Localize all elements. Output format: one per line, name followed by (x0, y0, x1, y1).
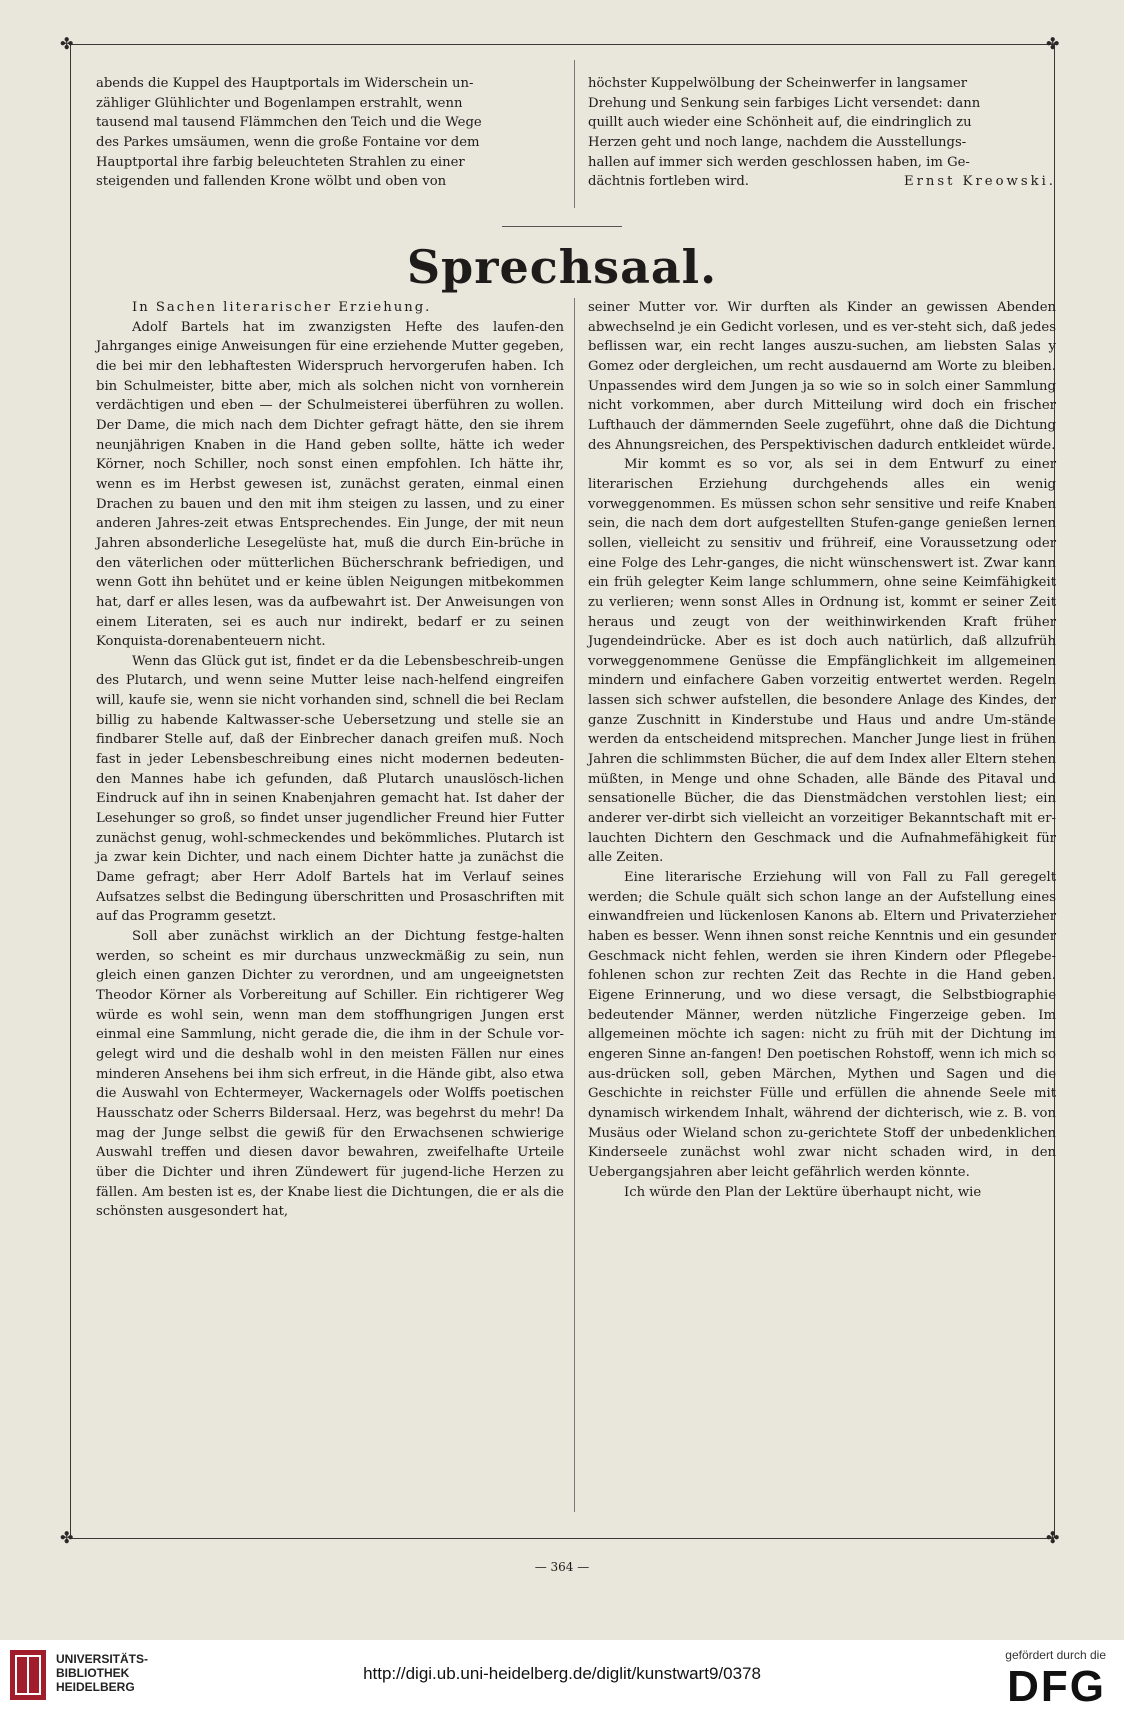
section-divider (502, 226, 622, 227)
funding-caption: gefördert durch die (1005, 1648, 1106, 1662)
top-right-column (588, 74, 1056, 192)
text-line: Hauptportal ihre farbig beleuchteten Strahlen zu einer (96, 154, 465, 170)
left-column (96, 298, 564, 1222)
text-line: Drehung und Senkung sein farbiges Licht versendet: dann (588, 95, 981, 111)
column-rule-top (574, 60, 575, 208)
top-left-column (96, 74, 564, 192)
frame-top-line (70, 44, 1054, 45)
paragraph: Mir kommt es so vor, als sei in dem Entwurf zu einer literarischen Erziehung durchgehends alles ein wenig vorweggenommen. Es müssen schon sehr sensitive und reife Knaben sein, die nach dem dort aufgestellten Stufen-gange genießen lernen sollen, vielleicht zu sensitiv und frühreif, eine Voraussetzung oder eine Folge des Lehr-ganges, die nicht wünschenswert ist. Zwar kann ein früh gelegter Keim lange schlummern, ohne seine Keimfähigkeit zu verlieren; wenn sonst Alles in Ordnung ist, kommt er seiner Zeit heraus und zeugt von der weithinwirkenden Kraft früher Jugendeindrücke. Aber es ist doch auch natürlich, daß allzufrüh vorweggenommene Genüsse die Empfänglichkeit im allgemeinen mindern und einfachere Gaben vorzeitig entwertet werden. Regeln lassen sich schwer aufstellen, die besondere Anlage des Kindes, der ganze Zuschnitt in Kinderstube und Haus und andre Um-stände werden da entscheidend mitsprechen. Mancher Junge liest in frühen Jahren die schlimmsten Bücher, die auf dem Index aller Eltern stehen müßten, in Menge und ohne Schaden, alle Bände des Pitaval und sensationelle Bücher, die das Dienstmädchen verstohlen liest; ein anderer ver-dirbt sich vielleicht an vorzeitiger Bekanntschaft mit er-lauchten Dichtern den Geschmack und die Aufnahmefähigkeit für alle Zeiten. (588, 457, 1056, 866)
university-line: UNIVERSITÄTS- (56, 1652, 149, 1666)
column-rule (574, 298, 575, 1512)
text-line: tausend mal tausend Flämmchen den Teich und die Wege (96, 115, 482, 131)
source-url-link[interactable]: http://digi.ub.uni-heidelberg.de/diglit/kunstwart9/0378 (363, 1664, 761, 1683)
paragraph: Eine literarische Erziehung will von Fall zu Fall geregelt werden; die Schule quält sich schon lange an der Aufstellung eines einwandfreien und lückenlosen Kanons ab. Eltern und Privaterzieher haben es besser. Wenn ihnen sonst reiche Kenntnis und ein gesunder Geschmack nicht fehlen, werden sie ihren Kindern oder Pflegebe-fohlenen schon zur rechten Zeit das Rechte in die Hand geben. Eigene Erinnerung, und wo diese versagt, die Selbstbiographie bedeutender Männer, werden nützliche Fingerzeige geben. Im allgemeinen möchte ich sagen: nicht zu früh mit der Dichtung im engeren Sinne an-fangen! Den poetischen Rohstoff, wenn ich mich so aus-drücken soll, geben Märchen, Mythen und Sagen und die Geschichte in reichster Fülle und erfüllen die ahnende Seele mit dynamisch wirkendem Inhalt, während der dichterisch, wie z. B. von Musäus oder Wieland schon zu-gerichtete Stoff der unbedenklichen Kinderseele zunächst wohl zwar nicht schaden wird, in den Uebergangsjahren aber leicht gefährlich werden könnte. (588, 870, 1056, 1180)
text-line: Herzen geht und noch lange, nachdem die Ausstellungs- (588, 134, 967, 150)
dfg-logo: DFG (1007, 1662, 1106, 1711)
university-line: BIBLIOTHEK (56, 1666, 130, 1680)
right-column (588, 298, 1056, 1202)
paragraph: Wenn das Glück gut ist, findet er da die Lebensbeschreib-ungen des Plutarch, und wenn seine Mutter leise nach-helfend eingreifen will, kaufe sie, wenn sie nicht vorhanden sind, schnell die bei Reclam billig zu habende Kaltwasser-sche Uebersetzung und stelle sie an findbarer Stelle auf, daß der Einbrecher danach greifen muß. Noch fast in jeder Lebensbeschreibung eines nicht modernen bedeuten-den Mannes habe ich gefunden, daß Plutarch unauslösch-lichen Eindruck auf ihn in seinen Knabenjahren gemacht hat. Ist daher der Lesehunger so groß, so findet unser jugendlicher Freund hier Futter zunächst genug, wohl-schmeckendes und bekömmliches. Plutarch ist ja zwar kein Dichter, und nach einem Dichter hatte ja zunächst die Dame gefragt; aber Herr Adolf Bartels hat im Verlauf seines Aufsatzes selbst die Bedingung überschritten und Prosaschriften mit auf das Programm gesetzt. (96, 653, 564, 925)
text-line: des Parkes umsäumen, wenn die große Fontaine vor dem (96, 134, 480, 150)
paragraph: Ich würde den Plan der Lektüre überhaupt nicht, wie (624, 1184, 982, 1200)
corner-ornament-icon: ✤ (1046, 34, 1060, 53)
paragraph: seiner Mutter vor. Wir durften als Kinder an gewissen Abenden abwechselnd je ein Gedicht vorlesen, und es ver-steht sich, daß jedes beflissen war, ein recht langes auszu-suchen, am liebsten Salas y Gomez oder dergleichen, um recht ausdauernd am Worte zu bleiben. Unpassendes wird dem Jungen ja so wie so in solch einer Sammlung nicht vorkommen, aber durch Mitteilung wird doch ein frischer Lufthauch der dämmernden Seele zugeführt, ohne daß die Dichtung des Ahnungsreichen, des Perspektivischen dadurch entkleidet würde. (588, 300, 1056, 453)
corner-ornament-icon: ✤ (60, 1528, 74, 1547)
university-line: HEIDELBERG (56, 1680, 135, 1694)
paragraph: Soll aber zunächst wirklich an der Dichtung festge-halten werden, so scheint es mir durchaus unzweckmäßig zu sein, nun gleich einen ganzen Dichter zu verordnen, und am ungeeignetsten Theodor Körner als Vorbereitung auf Schiller. Ein richtigerer Weg würde es wohl sein, wenn man dem stoffhungrigen Jungen erst einmal eine Sammlung, nicht gerade die, die ihm in der Schule vor-gelegt wird und die deshalb wohl in den meisten Fällen nur eines minderen Ansehens bei ihm sich erfreut, in die Hände gibt, also etwa die Auswahl von Echtermeyer, Wackernagels oder Wolffs poetischen Hausschatz oder Scherrs Bildersaal. Herz, was begehrst du mehr! Da mag der Junge selbst die gewiß für den Erwachsenen schwierige Auswahl treffen und diesen davor bewahren, zweifelhafte Urteile über die Dichter und ihren Zündewert für jugend-liche Herzen zu fällen. Am besten ist es, der Knabe liest die Dichtungen, die er als die schönsten ausgesondert hat, (96, 929, 564, 1220)
author-signature: Ernst Kreowski. (903, 174, 1056, 190)
text-line: hallen auf immer sich werden geschlossen haben, im Ge- (588, 154, 970, 170)
text-line: höchster Kuppelwölbung der Scheinwerfer in langsamer (588, 76, 968, 91)
text-line: abends die Kuppel des Hauptportals im Widerschein un- (96, 76, 474, 91)
text-line: quillt auch wieder eine Schönheit auf, die eindringlich zu (588, 115, 972, 131)
frame-bottom-line (70, 1538, 1054, 1539)
text-line: steigenden und fallenden Krone wölbt und oben von (96, 174, 447, 190)
text-line: zähliger Glühlichter und Bogenlampen erstrahlt, wenn (96, 95, 463, 111)
corner-ornament-icon: ✤ (60, 34, 74, 53)
subheading: In Sachen literarischer Erziehung. (132, 300, 432, 315)
corner-ornament-icon: ✤ (1046, 1528, 1060, 1547)
text-line: dächtnis fortleben wird. Ernst Kreowski. (588, 172, 1056, 192)
section-title: Sprechsaal. (406, 240, 718, 294)
paragraph: Adolf Bartels hat im zwanzigsten Hefte des laufen-den Jahrganges einige Anweisungen für eine erziehende Mutter gegeben, die bei mir den lebhaftesten Widerspruch hervorgerufen haben. Ich bin Schulmeister, bitte aber, mich als solchen nicht von vornherein verdächtigen und eben — der Schulmeisterei überführen zu wollen. Der Dame, die mich nach dem Dichter gefragt hätte, den sie ihrem neunjährigen Knaben in die Hand geben sollte, hätte ich weder Körner, noch Schiller, noch sonst einen empfohlen. Ich hätte ihr, wenn es im Herbst gewesen ist, zunächst geraten, einmal einen Drachen zu bauen und den mit ihm steigen zu lassen, und zu einer anderen Jahres-zeit etwas Entsprechendes. Ein Junge, der mit neun Jahren absonderliche Lesegelüste hat, muß die durch Ein-brüche in den väterlichen oder mütterlichen Bücherschrank befriedigen, und wenn Gott ihn behütet und er keine üblen Neigungen mitbekommen hat, darf er alles lesen, was da aufbewahrt ist. Der Anweisungen von einem Literaten, sei es auch nur indirekt, bedarf er zu seinen Konquista-dorenabenteuern nicht. (96, 319, 564, 650)
page-number: — 364 — (534, 1560, 590, 1574)
